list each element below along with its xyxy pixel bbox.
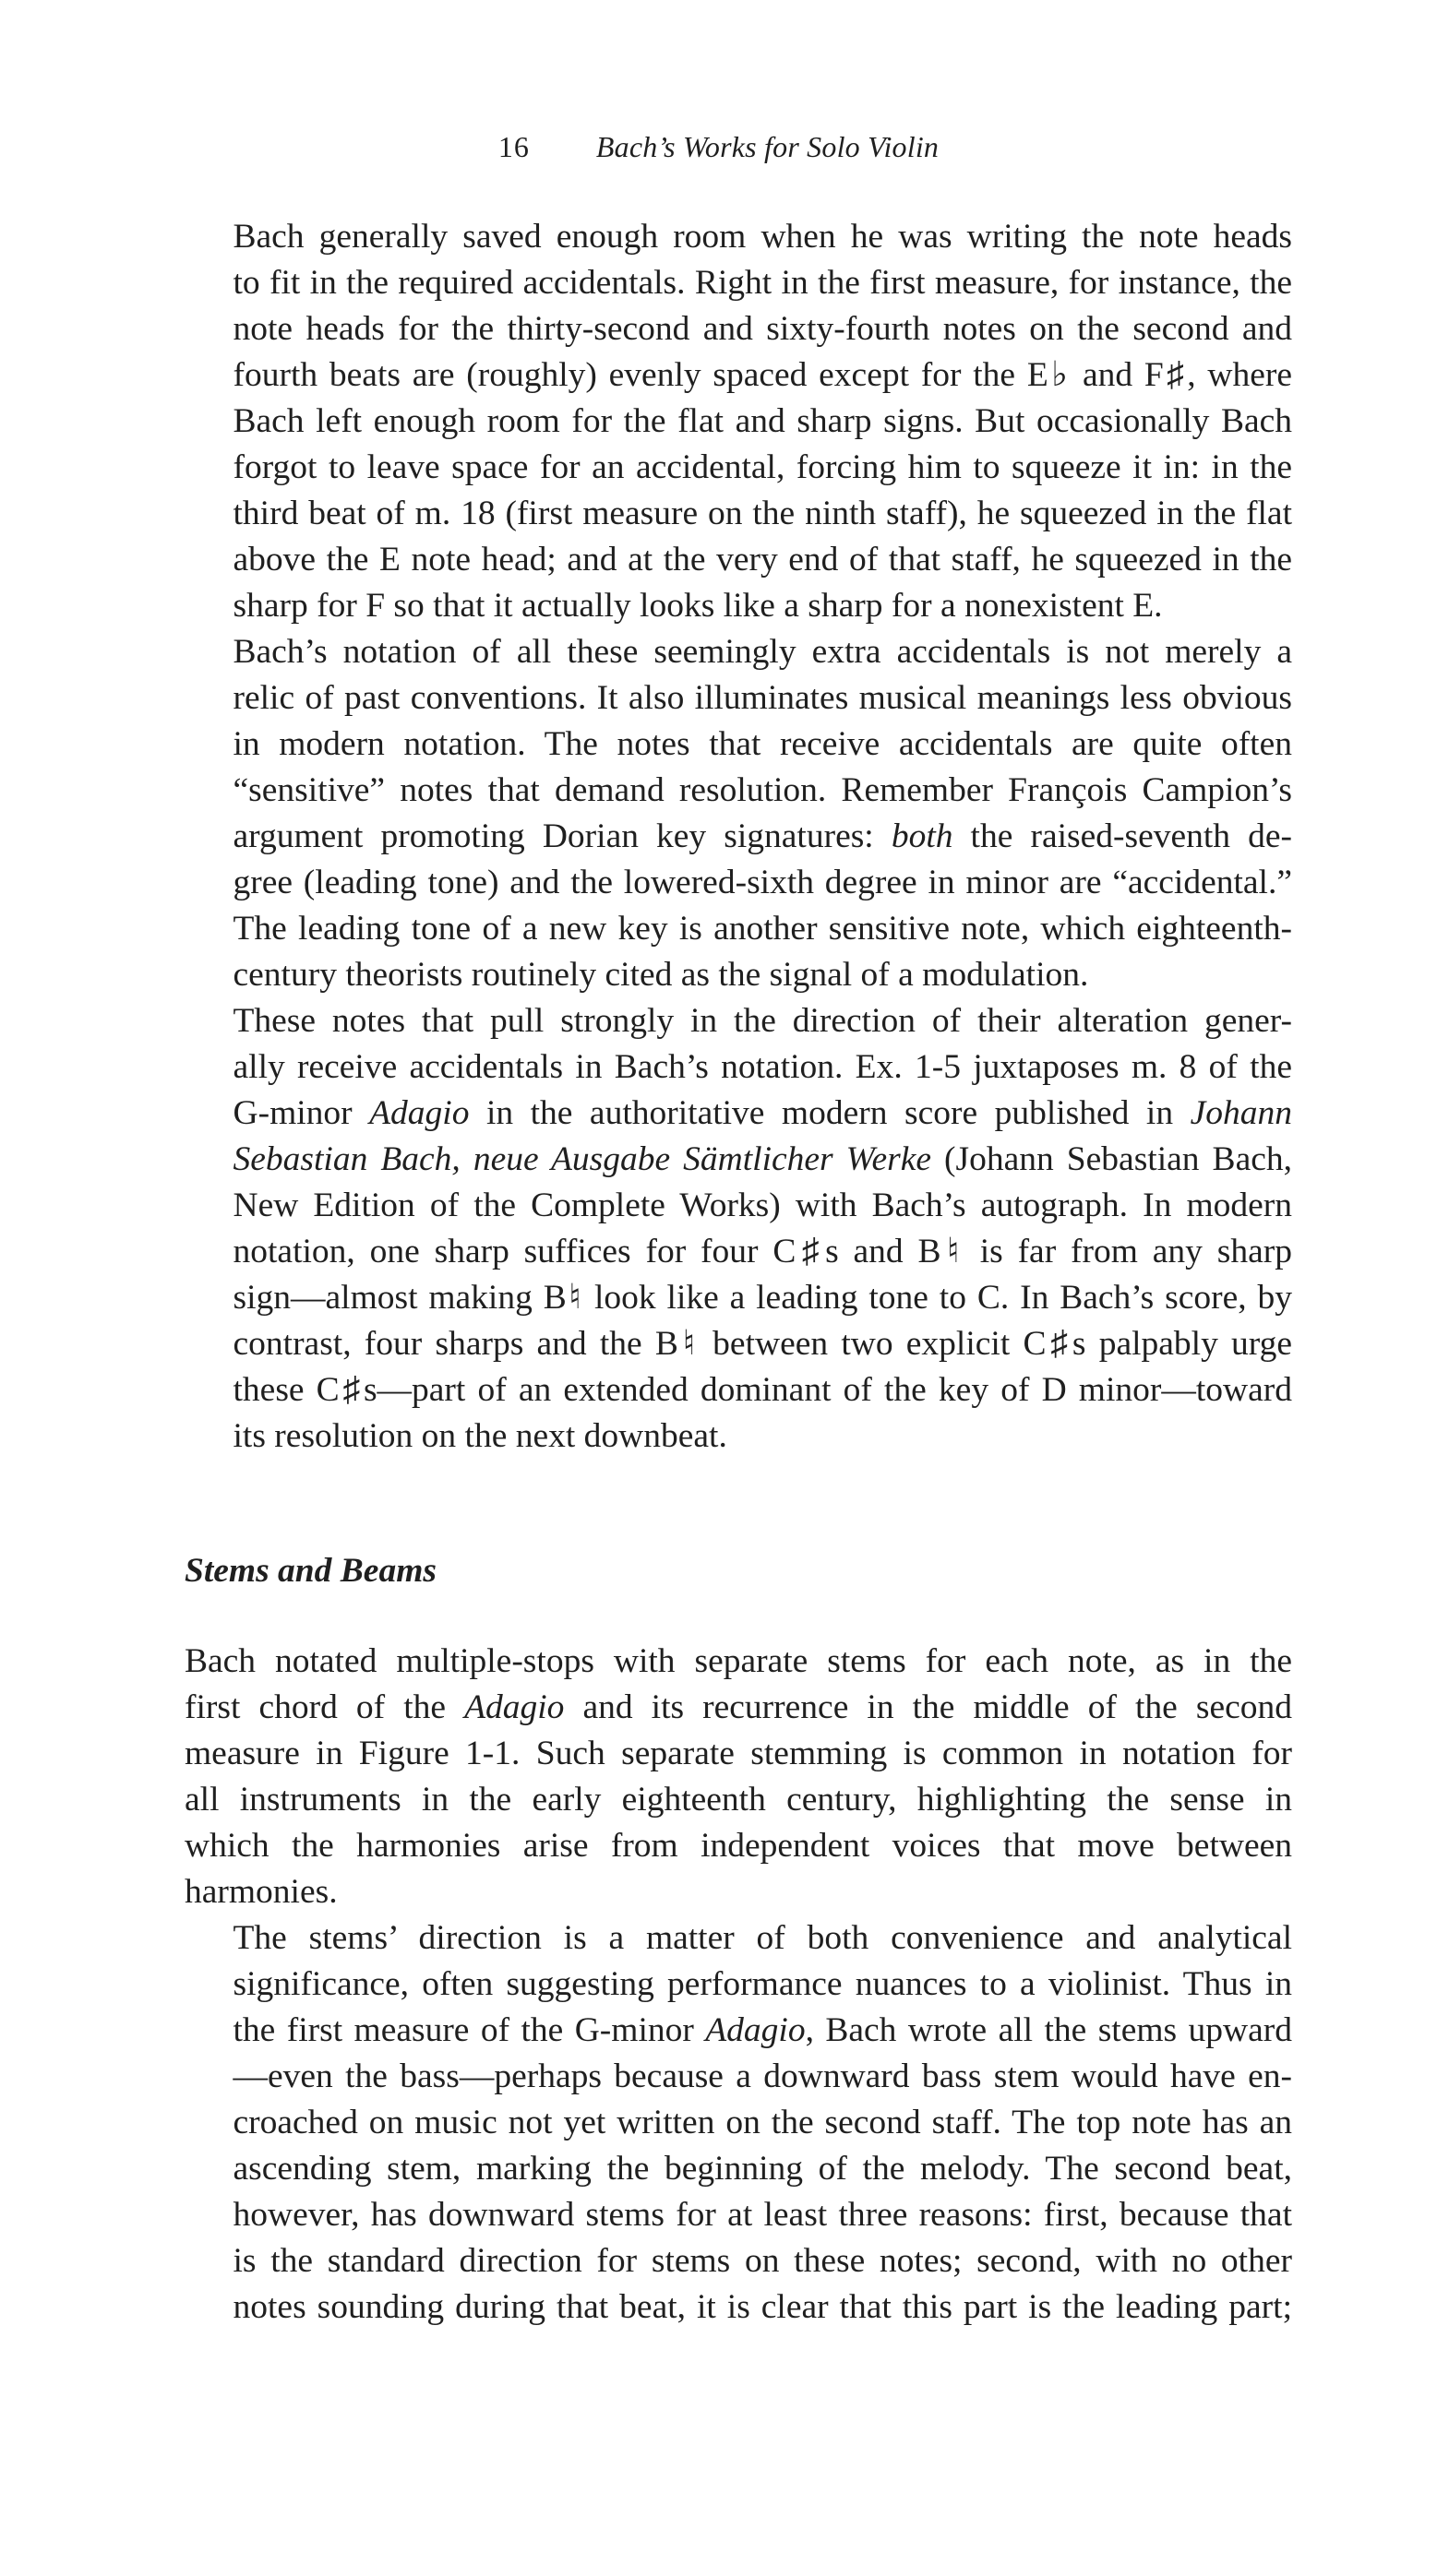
text-line: Bach notated multiple-stops with separate stems for each note, as in the [185, 1642, 1292, 1680]
text-line: croached on music not yet written on the second staff. The top note has an [233, 2104, 1292, 2141]
paragraph-sensitive-notes [185, 998, 1292, 1460]
paragraph-multiple-stops [185, 1639, 1292, 1915]
text-line: gree (leading tone) and the lowered-sixth degree in minor are “accidental.” [233, 864, 1292, 901]
text-line: measure in Figure 1-1. Such separate stemming is common in notation for [185, 1735, 1292, 1772]
paragraph-stem-direction [185, 1915, 1292, 2331]
text-line: —even the bass—perhaps because a downward bass stem would have en- [233, 2057, 1292, 2095]
text-line: notation, one sharp suffices for four C♯s and B♮ is far from any sharp [233, 1233, 1292, 1270]
text-line: sharp for F so that it actually looks like a sharp for a nonexistent E. [233, 587, 1163, 625]
body-text [185, 214, 1292, 2331]
italic-term: Sebastian Bach, neue Ausgabe Sämtlicher Werke [233, 1140, 931, 1178]
italic-term: Adagio [705, 2011, 806, 2049]
text-line: note heads for the thirty-second and sixty-fourth notes on the second and [233, 310, 1292, 348]
text-line: to fit in the required accidentals. Right in the first measure, for instance, the [233, 264, 1292, 302]
text-line: significance, often suggesting performance nuances to a violinist. Thus in [233, 1965, 1292, 2003]
text-line: ally receive accidentals in Bach’s notation. Ex. 1-5 juxtaposes m. 8 of the [233, 1048, 1292, 1086]
text-line: argument promoting Dorian key signatures: both the raised-seventh de- [233, 817, 1292, 855]
text-line: notes sounding during that beat, it is clear that this part is the leading part; [233, 2288, 1292, 2326]
italic-term: Johann [1190, 1094, 1292, 1132]
text-line: Bach left enough room for the flat and sharp signs. But occasionally Bach [233, 402, 1292, 440]
paragraph-accidentals-spacing [185, 214, 1292, 629]
text-line: its resolution on the next downbeat. [233, 1417, 727, 1455]
italic-term: both [891, 817, 953, 855]
text-line: The stems’ direction is a matter of both convenience and analytical [233, 1919, 1292, 1957]
text-line: all instruments in the early eighteenth century, highlighting the sense in [185, 1781, 1292, 1819]
text-line: in modern notation. The notes that receive accidentals are quite often [233, 725, 1292, 763]
section-heading: Stems and Beams [185, 1552, 437, 1590]
text-line: Bach’s notation of all these seemingly extra accidentals is not merely a [233, 633, 1292, 671]
text-line: which the harmonies arise from independent voices that move between [185, 1827, 1292, 1865]
text-line: third beat of m. 18 (first measure on the ninth staff), he squeezed in the flat [233, 495, 1292, 532]
page-number: 16 [497, 130, 530, 163]
text-line: above the E note head; and at the very end of that staff, he squeezed in the [233, 541, 1292, 578]
text-line: G-minor Adagio in the authoritative modern score published in Johann [233, 1094, 1292, 1132]
text-line: century theorists routinely cited as the signal of a modulation. [233, 956, 1089, 994]
text-line: is the standard direction for stems on these notes; second, with no other [233, 2242, 1292, 2280]
text-line: sign—almost making B♮ look like a leading tone to C. In Bach’s score, by [233, 1279, 1292, 1317]
text-line: contrast, four sharps and the B♮ between two explicit C♯s palpably urge [233, 1325, 1292, 1363]
italic-term: Adagio [369, 1094, 470, 1132]
text-line: ascending stem, marking the beginning of the melody. The second beat, [233, 2150, 1292, 2188]
text-line: these C♯s—part of an extended dominant of the key of D minor—toward [233, 1371, 1292, 1409]
text-line: harmonies. [185, 1873, 338, 1911]
text-line: Bach generally saved enough room when he was writing the note heads [233, 218, 1292, 256]
paragraph-extra-accidentals [185, 629, 1292, 998]
text-line: however, has downward stems for at least three reasons: first, because that [233, 2196, 1292, 2234]
running-head [0, 128, 1437, 165]
text-line: relic of past conventions. It also illuminates musical meanings less obvious [233, 679, 1292, 717]
text-line: “sensitive” notes that demand resolution. Remember François Campion’s [233, 771, 1292, 809]
italic-term: Adagio [464, 1688, 565, 1726]
text-line: forgot to leave space for an accidental, forcing him to squeeze it in: in the [233, 448, 1292, 486]
running-head-title: Bach’s Works for Solo Violin [595, 130, 940, 163]
text-line: The leading tone of a new key is another sensitive note, which eighteenth- [233, 910, 1292, 948]
text-line: first chord of the Adagio and its recurrence in the middle of the second [185, 1688, 1293, 1726]
text-line: New Edition of the Complete Works) with Bach’s autograph. In modern [233, 1187, 1292, 1224]
text-line: the first measure of the G-minor Adagio, Bach wrote all the stems upward [233, 2011, 1292, 2049]
text-line: These notes that pull strongly in the direction of their alteration gener- [233, 1002, 1292, 1040]
text-line: fourth beats are (roughly) evenly spaced except for the E♭ and F♯, where [233, 356, 1292, 394]
text-line: Sebastian Bach, neue Ausgabe Sämtlicher Werke (Johann Sebastian Bach, [233, 1140, 1292, 1178]
